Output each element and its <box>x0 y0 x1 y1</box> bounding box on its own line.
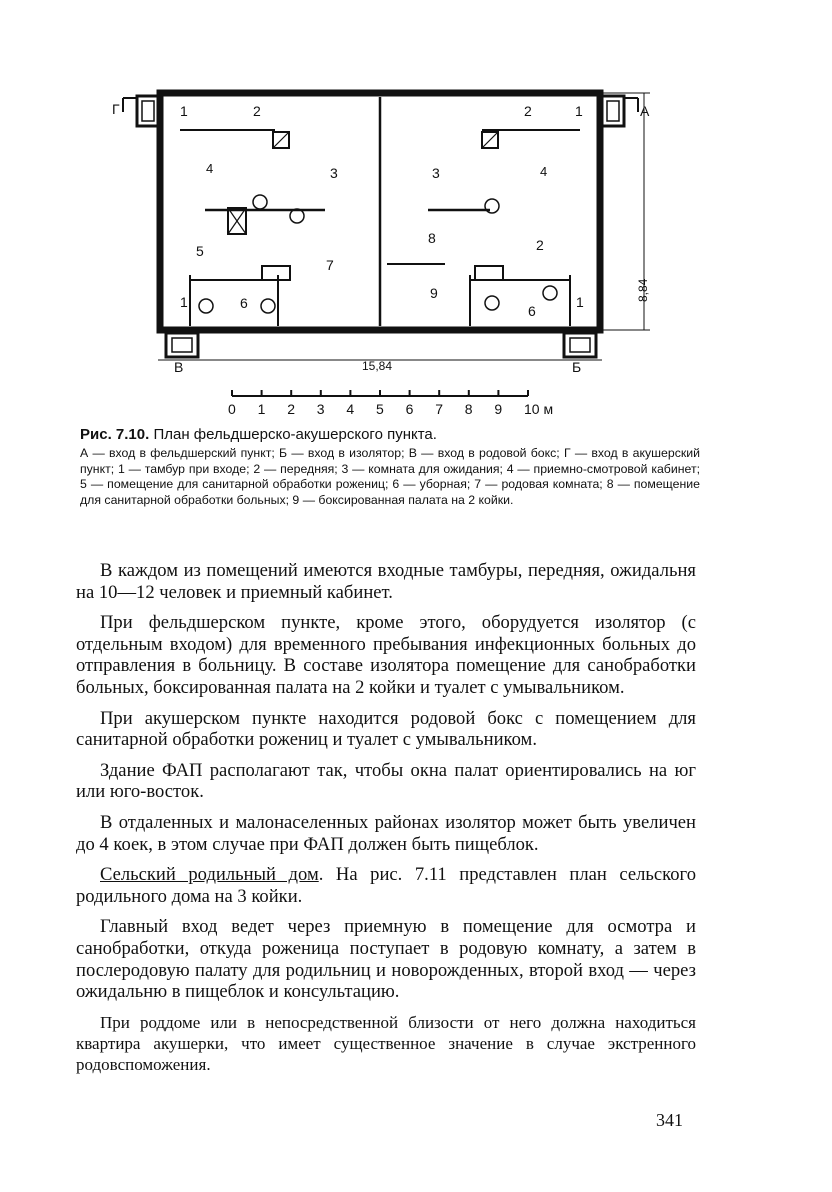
scale-label: 4 <box>346 401 355 417</box>
paragraph: При акушерском пункте находится родовой бокс с помещением для санитарной обработки рожениц и туалет с умывальником. <box>76 707 696 751</box>
page-number: 341 <box>656 1110 683 1130</box>
paragraph: Здание ФАП располагают так, чтобы окна палат ориентировались на юг или юго-восток. <box>76 759 696 803</box>
figure-title: План фельдшерско-акушерского пункта. <box>153 426 437 443</box>
scale-label: 5 <box>376 401 384 417</box>
room-label: 1 <box>180 294 188 310</box>
figure-caption <box>80 426 700 508</box>
scale-bar <box>228 390 553 417</box>
scale-label: 1 <box>257 401 266 417</box>
entrance-label: В <box>174 359 184 375</box>
room-label: 9 <box>430 285 438 301</box>
paragraph: В отдаленных и малонаселенных районах изолятор может быть увеличен до 4 коек, в этом случае при ФАП должен быть пищеблок. <box>76 811 696 855</box>
scale-label: 8 <box>464 401 473 417</box>
room-label: 6 <box>240 295 248 311</box>
vestibule-b <box>564 333 596 357</box>
entrance-label: Г <box>112 101 120 117</box>
height-dimension: 8,84 <box>636 278 650 302</box>
room-label: 7 <box>326 257 334 273</box>
room-label: 8 <box>428 230 436 246</box>
room-label: 2 <box>253 103 261 119</box>
room-label: 3 <box>330 165 338 181</box>
figure-number: Рис. 7.10. <box>80 426 150 443</box>
scale-label: 6 <box>405 401 414 417</box>
paragraph-text: . На рис. 7.11 представлен план сельского родильного дома на 3 койки. <box>76 864 696 907</box>
room-label: 1 <box>180 103 188 119</box>
paragraph: Главный вход ведет через приемную в помещение для осмотра и санобработки, откуда роженица поступает в родовую комнату, а затем в послеродовую палату для родильниц и новорожденных, второй вход — через ожидальню в пищеблок и консультацию. <box>76 916 696 1003</box>
room-label: 1 <box>576 294 584 310</box>
room-label: 2 <box>524 103 532 119</box>
section-heading-link: Сельский родильный дом <box>100 864 319 886</box>
entrance-label: А <box>640 103 650 119</box>
room-label: 2 <box>536 237 544 253</box>
room-label: 5 <box>196 243 204 259</box>
scale-label: 3 <box>316 401 325 417</box>
caption-legend: А — вход в фельдшерский пункт; Б — вход в изолятор; В — вход в родовой бокс; Г — вход в акушерский пункт; 1 — тамбур при входе; 2 — передняя; 3 — комната для ожидания; 4 — приемно-смотровой кабинет; 5 — помещение для санитарной обработки рожениц; 6 — уборная; 7 — родовая комната; 8 — помещение для санитарной обработки больных; 9 — боксированная палата на 2 койки. <box>80 446 700 507</box>
entrance-label: Б <box>572 359 582 375</box>
scale-label: 7 <box>435 401 443 417</box>
paragraph <box>76 864 696 907</box>
floor-plan-figure <box>110 70 670 420</box>
paragraph: В каждом из помещений имеются входные тамбуры, передняя, ожидальня на 10—12 человек и приемный кабинет. <box>76 560 696 603</box>
room-label: 3 <box>432 165 440 181</box>
caption-title <box>80 426 700 444</box>
paragraph: При фельдшерском пункте, кроме этого, оборудуется изолятор (с отдельным входом) для временного пребывания инфекционных больных до отправления в больницу. В составе изолятора помещение для санобработки больных, боксированная палата на 2 койки и туалет с умывальником. <box>76 612 696 698</box>
scale-label: 9 <box>494 401 503 417</box>
width-dimension: 15,84 <box>362 359 393 373</box>
scale-label: 10 м <box>524 401 554 417</box>
scale-label: 2 <box>287 401 295 417</box>
room-label: 1 <box>575 103 583 119</box>
body-text <box>76 560 696 1084</box>
vestibule-v <box>166 333 198 357</box>
room-label: 4 <box>540 164 548 179</box>
room-label: 4 <box>206 161 214 176</box>
scale-label: 0 <box>228 401 236 417</box>
room-label: 6 <box>528 303 536 319</box>
paragraph: При роддоме или в непосредственной близости от него должна находиться квартира акушерки, что имеет существенное значение в случае экстренного родовспоможения. <box>76 1012 696 1074</box>
